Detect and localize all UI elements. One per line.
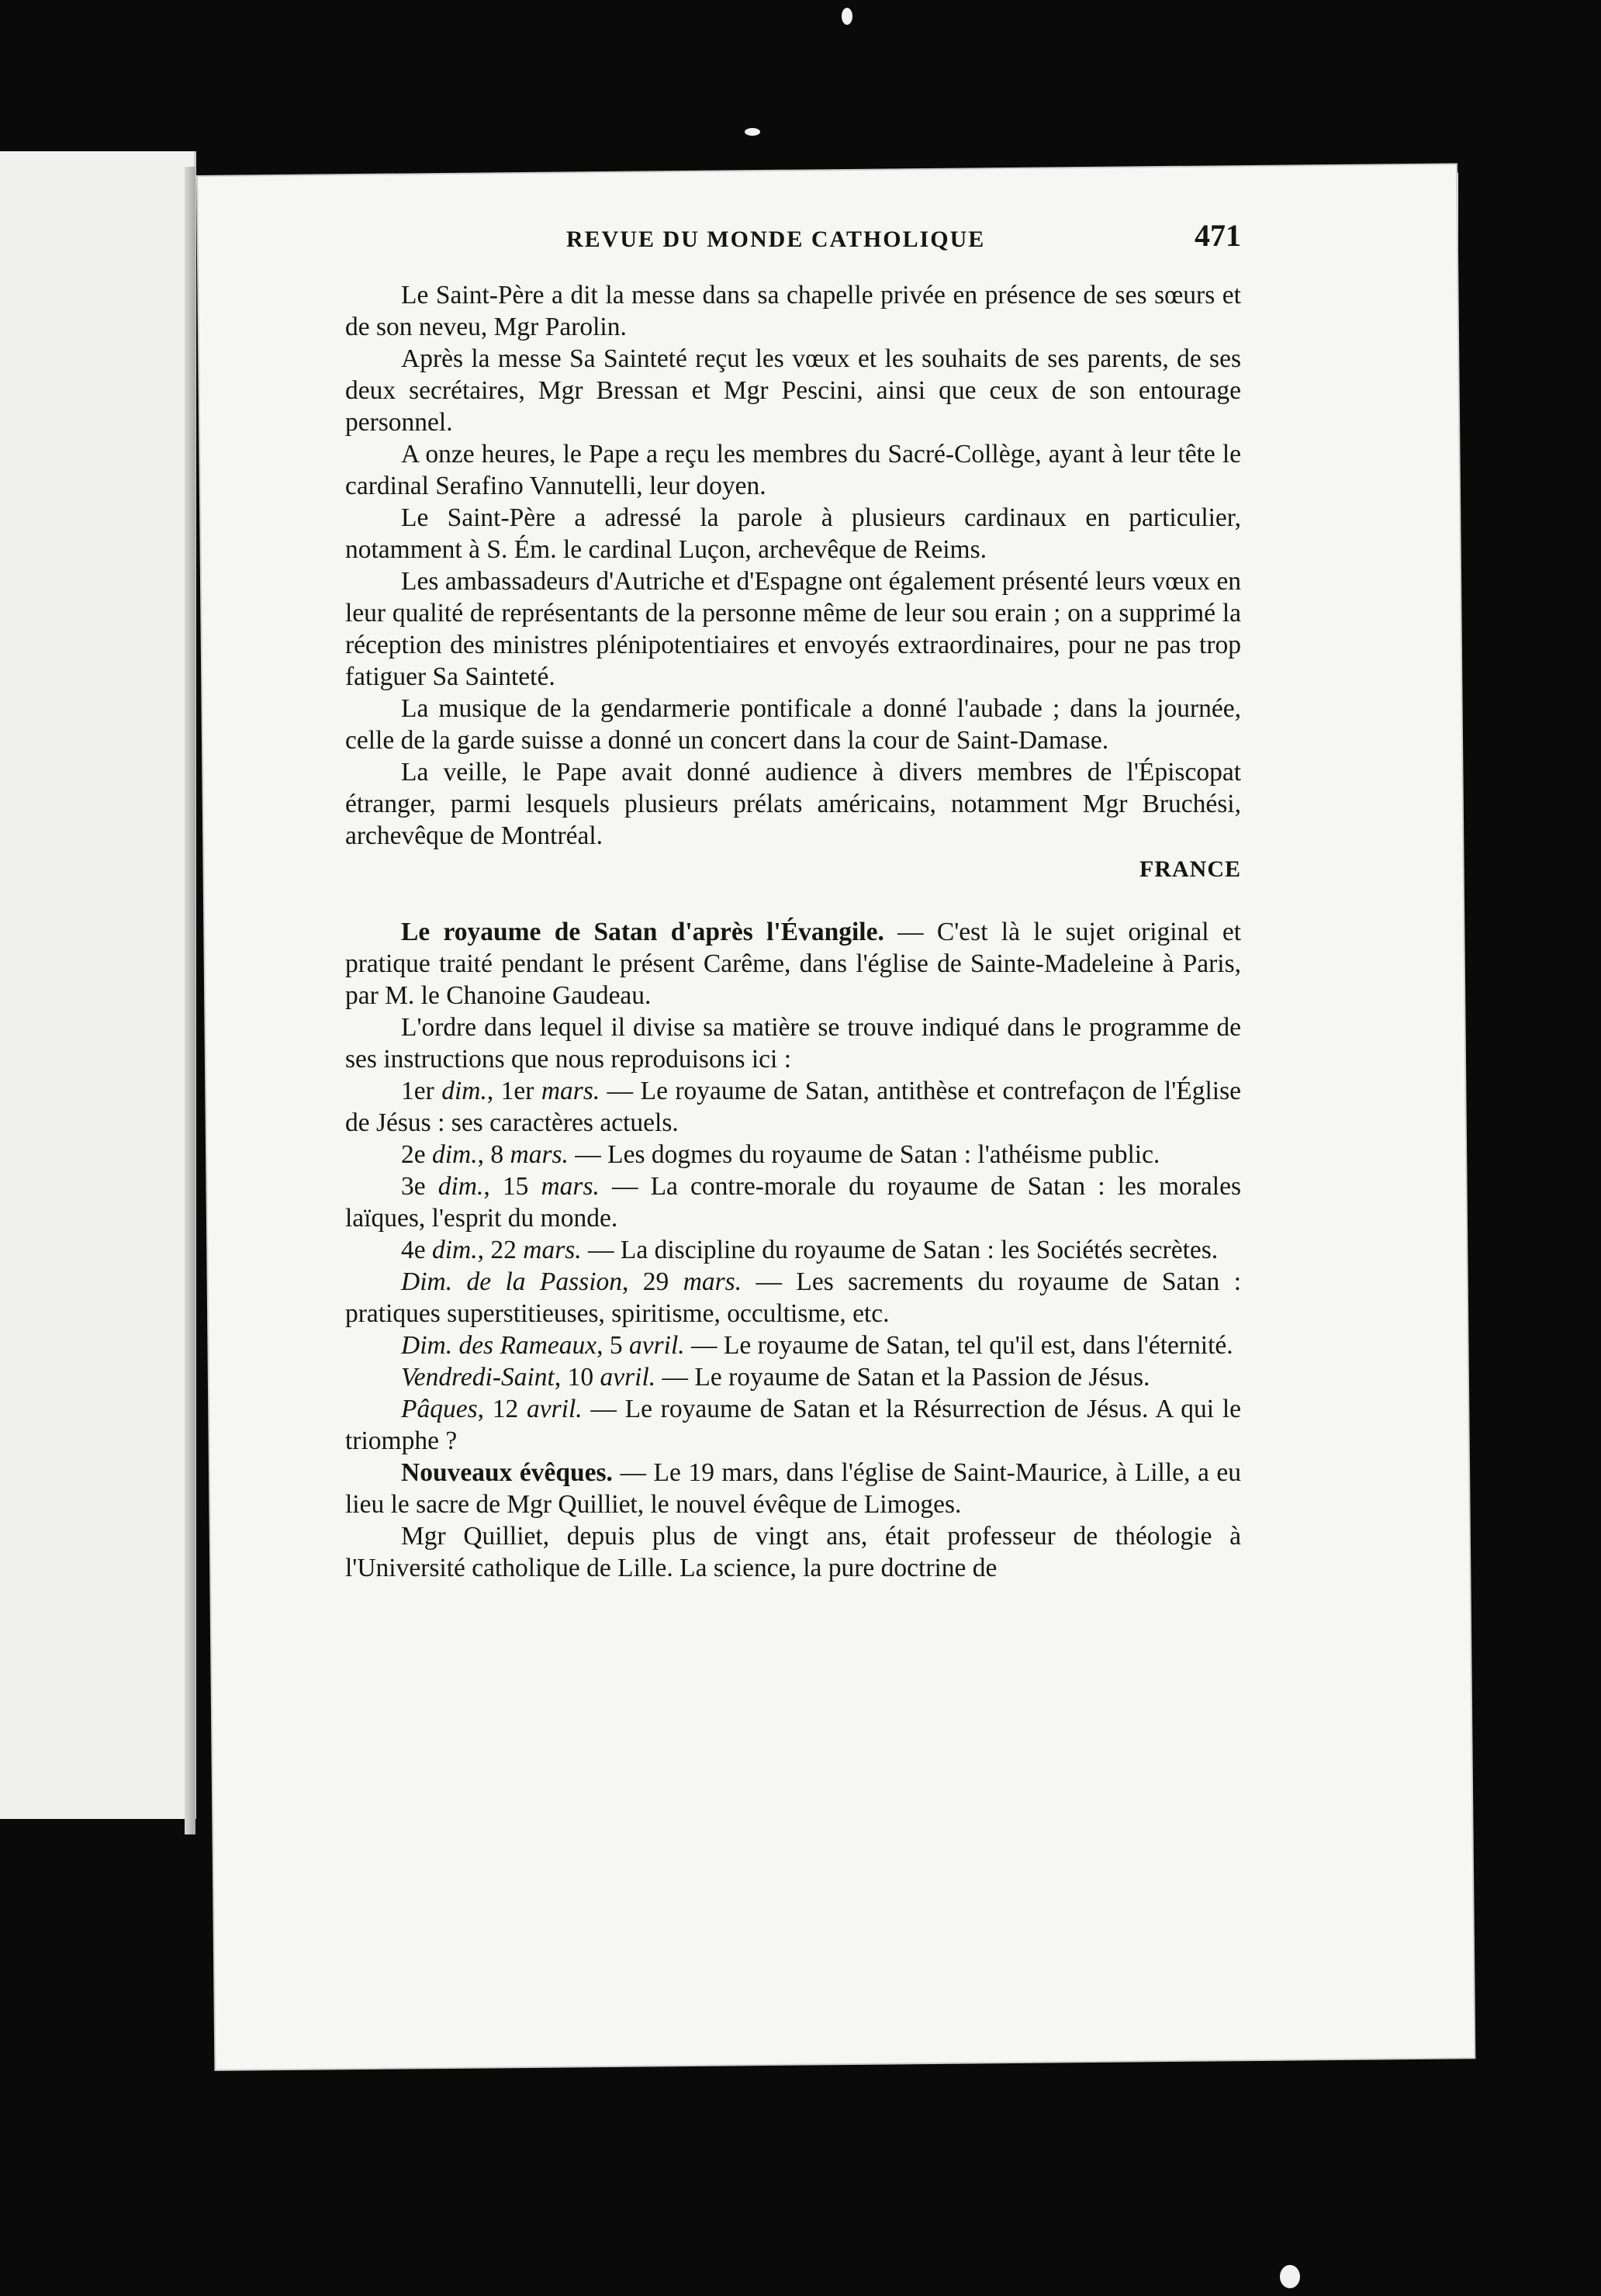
page-header — [341, 217, 1241, 271]
paragraph: Les ambassadeurs d'Autriche et d'Espagne ont également présenté leurs vœux en leur qualité de représentants de la personne même de leur sou erain ; on a supprimé la réception des ministres plénipotentiaires et envoyés extraordinaires, pour ne pas trop fatiguer Sa Sainteté. — [345, 567, 1241, 691]
satan-article-heading: Le royaume de Satan d'après l'Évangile. — [401, 918, 884, 946]
paragraph: La veille, le Pape avait donné audience à divers membres de l'Épiscopat étranger, parmi lesquels plusieurs prélats américains, notamment Mgr Bruchési, archevêque de Montréal. — [345, 758, 1241, 850]
paragraph: Après la messe Sa Sainteté reçut les vœux et les souhaits de ses parents, de ses deux secrétaires, Mgr Bressan et Mgr Pescini, ainsi que ceux de son entourage personnel. — [345, 344, 1241, 437]
section-title: FRANCE — [1139, 856, 1241, 882]
program-item: 4e dim., 22 mars. — La discipline du royaume de Satan : les Sociétés secrètes. — [401, 1236, 1219, 1264]
program-item: Pâques, 12 avril. — Le royaume de Satan et la Résurrection de Jésus. A qui le triomphe ? — [345, 1395, 1241, 1455]
program-item: 1er dim., 1er mars. — Le royaume de Satan, antithèse et contrefaçon de l'Église de Jésus : ses caractères actuels. — [345, 1077, 1241, 1137]
program-item: Dim. de la Passion, 29 mars. — Les sacrements du royaume de Satan : pratiques superstitieuses, spiritisme, occultisme, etc. — [345, 1267, 1242, 1328]
paragraph: A onze heures, le Pape a reçu les membres du Sacré-Collège, ayant à leur tête le cardinal Serafino Vannutelli, leur doyen. — [345, 440, 1241, 500]
program-item: Dim. des Rameaux, 5 avril. — Le royaume de Satan, tel qu'il est, dans l'éternité. — [401, 1331, 1233, 1360]
bishops-text: — Le 19 mars, dans l'église de Saint-Maurice, à Lille, a eu lieu le sacre de Mgr Quilliet, le nouvel évêque de Limoges. — [345, 1458, 1241, 1519]
film-speck — [842, 8, 852, 25]
bishops-lead — [345, 1457, 1241, 1520]
program-item: Vendredi-Saint, 10 avril. — Le royaume de Satan et la Passion de Jésus. — [401, 1363, 1150, 1392]
film-speck — [1280, 2265, 1300, 2288]
running-title: REVUE DU MONDE CATHOLIQUE — [566, 226, 986, 252]
bishops-heading: Nouveaux évêques. — [401, 1458, 613, 1487]
satan-article-lead — [345, 916, 1241, 1011]
article-body — [345, 279, 1241, 1584]
bishops-followup: Mgr Quilliet, depuis plus de vingt ans, était professeur de théologie à l'Université catholique de Lille. La science, la pure doctrine de — [345, 1522, 1241, 1582]
satan-article-intro: L'ordre dans lequel il divise sa matière se trouve indiqué dans le programme de ses instructions que nous reproduisons ici : — [345, 1013, 1241, 1074]
paragraph: Le Saint-Père a dit la messe dans sa chapelle privée en présence de ses sœurs et de son neveu, Mgr Parolin. — [345, 281, 1241, 341]
satan-article-text: — C'est là le sujet original et pratique traité pendant le présent Carême, dans l'église de Sainte-Madeleine à Paris, par M. le Chanoine Gaudeau. — [345, 918, 1241, 1010]
page-number: 471 — [1195, 218, 1241, 253]
left-page-gutter — [185, 167, 195, 1834]
paragraph: La musique de la gendarmerie pontificale a donné l'aubade ; dans la journée, celle de la garde suisse a donné un concert dans la cour de Saint-Damase. — [345, 694, 1241, 755]
film-speck — [745, 128, 760, 136]
program-item: 2e dim., 8 mars. — Les dogmes du royaume de Satan : l'athéisme public. — [401, 1140, 1160, 1169]
left-page-margin — [0, 151, 196, 1819]
paragraph: Le Saint-Père a adressé la parole à plusieurs cardinaux en particulier, notamment à S. Ém. le cardinal Luçon, archevêque de Reims. — [345, 503, 1241, 564]
program-item: 3e dim., 15 mars. — La contre-morale du royaume de Satan : les morales laïques, l'esprit du monde. — [345, 1172, 1242, 1233]
